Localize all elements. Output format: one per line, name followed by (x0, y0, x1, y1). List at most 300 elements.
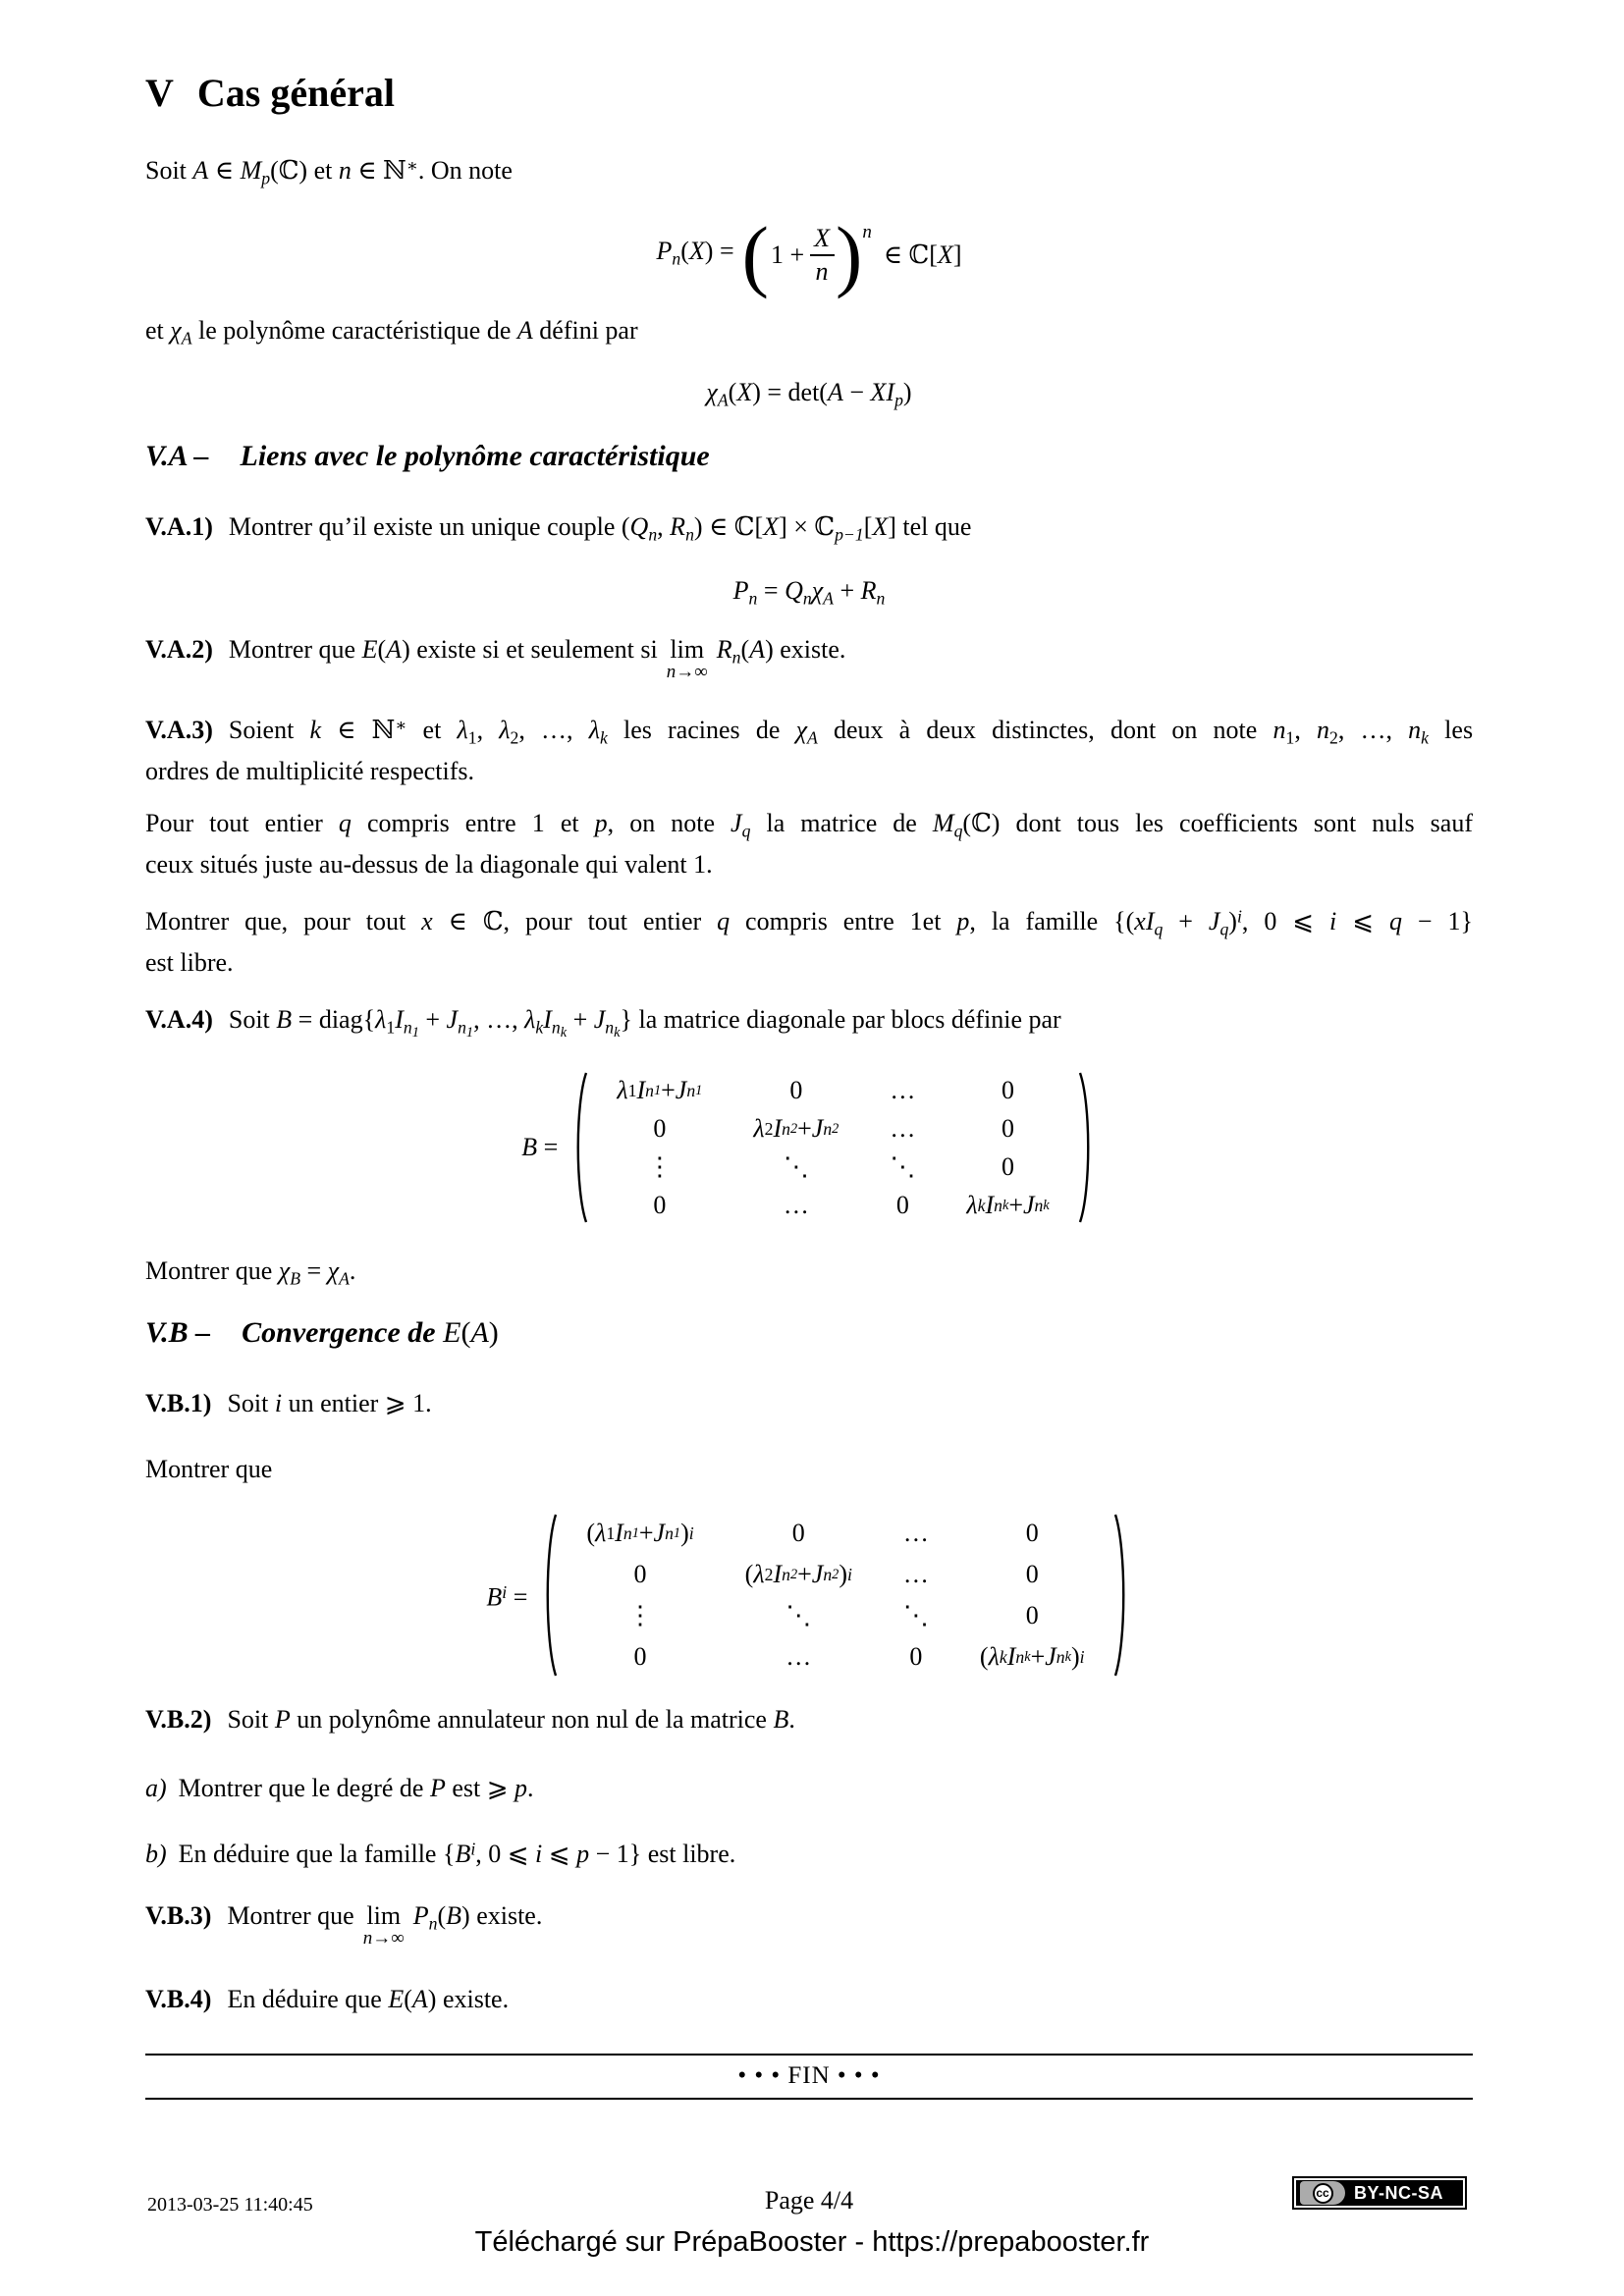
text-run: ∈ ℕ (321, 716, 396, 745)
text-run: M (240, 156, 262, 186)
text-run: n (338, 156, 352, 186)
text-run: i (688, 1523, 694, 1543)
text-run: n (802, 588, 812, 609)
text-run: 0 (1025, 1601, 1039, 1629)
text-run: χ (278, 1256, 291, 1285)
text-run: + (797, 1113, 812, 1143)
text-run: ( (404, 1985, 412, 2013)
matrix-cell (758, 1148, 835, 1186)
lim-word: lim (366, 1901, 402, 1930)
text-run: , …, (1337, 716, 1409, 745)
text-run: 2 (832, 1120, 839, 1137)
text-run: A (181, 328, 192, 348)
text-run: , (657, 512, 671, 541)
text-run: un polynôme annulateur non nul de la matrice (290, 1705, 774, 1734)
matrix-cell (728, 1109, 864, 1148)
text-run: les (1429, 716, 1474, 745)
text-run: E (388, 1985, 405, 2013)
text-run: ∗ (395, 716, 407, 735)
subsection-title-text (241, 440, 710, 472)
footer-datetime: 2013-03-25 11:40:45 (147, 2194, 313, 2216)
text-run: un entier ⩾ 1. (282, 1389, 432, 1417)
text-run: 1 (695, 1082, 703, 1098)
text-run: Montrer que (228, 635, 362, 664)
text-run: et (145, 316, 171, 345)
text-run: ) = det( (752, 378, 828, 406)
text-run: J (675, 1075, 687, 1104)
text-run: ( (377, 635, 387, 664)
text-run: A (516, 316, 533, 345)
question-label: V.B.3) (145, 1901, 212, 1930)
formula-pnq-text (732, 576, 886, 609)
text-run: ( (437, 1901, 447, 1930)
text-run: A (470, 1316, 489, 1349)
paragraph-text (145, 1455, 272, 1483)
lim-word: lim (670, 635, 705, 664)
matrix-cell (976, 1148, 1040, 1186)
text-run: k (600, 728, 608, 749)
matrix-cell (622, 1148, 698, 1186)
text-run: p (594, 809, 608, 837)
text-run: 0 (789, 1075, 803, 1104)
text-run: k (999, 1647, 1007, 1667)
text-run: n (782, 1118, 790, 1139)
text-run: χ (795, 716, 808, 745)
question-label: V.B.2) (145, 1705, 212, 1734)
text-run: i (535, 1840, 543, 1869)
text-run: Soient (228, 716, 310, 745)
text-run: = (537, 1133, 559, 1161)
text-run: n (994, 1195, 1002, 1215)
text-run: k (977, 1195, 986, 1215)
text-run: λ (595, 1519, 607, 1547)
text-run: 1 (627, 1080, 637, 1100)
text-run: q (338, 809, 352, 837)
text-run: 1 (606, 1523, 616, 1543)
item-text (179, 1774, 534, 1802)
matrix-cell (591, 1071, 728, 1109)
text-run: n (1316, 716, 1329, 745)
text-run: 0 (895, 1190, 909, 1219)
matrix-cell (954, 1636, 1110, 1678)
text-run: … (783, 1190, 809, 1219)
text-run: 2 (764, 1565, 774, 1584)
item-a (145, 1772, 1473, 1805)
display-formula-chi (145, 376, 1473, 417)
text-run: n (731, 647, 741, 667)
text-run: X (872, 512, 889, 541)
text-run: … (890, 1075, 916, 1104)
section-number: V (145, 71, 174, 115)
text-run: J (593, 1005, 606, 1034)
matrix-grid (561, 1513, 1110, 1678)
text-run: 0 (1025, 1560, 1039, 1588)
question-text-after (716, 635, 846, 667)
text-run: … (890, 1113, 916, 1143)
text-run: ( (586, 1519, 596, 1547)
fraction-denominator: n (810, 254, 835, 287)
matrix-cell (1001, 1554, 1064, 1595)
question-label: V.B.4) (145, 1985, 212, 2013)
paragraph-text-2 (145, 948, 234, 977)
matrix-cell (609, 1636, 673, 1678)
matrix-cell (976, 1071, 1040, 1109)
text-run: 0 (1001, 1113, 1015, 1143)
text-run: + (638, 1519, 654, 1547)
matrix-lhs (521, 1131, 558, 1164)
text-run: 1 (467, 728, 477, 749)
text-run: (ℂ) et (270, 156, 339, 186)
text-run: n (823, 1565, 833, 1584)
matrix-cell (767, 1513, 831, 1554)
text-run: 0 (633, 1560, 647, 1588)
text-run: ⋱ (785, 1601, 812, 1629)
text-run: ⋱ (902, 1601, 929, 1629)
text-run: la matrice de (750, 809, 933, 837)
text-run: ] tel que (888, 512, 972, 541)
formula-membership (884, 239, 962, 272)
cc-license-text: BY-NC-SA (1354, 2182, 1444, 2203)
text-run: P (732, 576, 749, 605)
cc-license-badge[interactable] (1292, 2176, 1467, 2210)
text-run: ⋮ (646, 1151, 673, 1181)
text-run: i (502, 1582, 508, 1603)
formula-lhs (657, 235, 734, 276)
text-run: Montrer que (145, 1256, 279, 1285)
text-run: I (615, 1519, 623, 1547)
question-vb2 (145, 1703, 1473, 1736)
text-run: 1 (653, 1082, 662, 1098)
text-run: ) (1228, 907, 1237, 936)
text-run: n (403, 1017, 412, 1038)
text-run: n (665, 1523, 674, 1543)
text-run: k (614, 1024, 621, 1041)
text-run: , …, (473, 1005, 525, 1034)
text-run: B (486, 1582, 503, 1612)
text-run: λ (457, 716, 468, 745)
text-run: ⋱ (890, 1151, 916, 1181)
text-run: n (458, 1017, 466, 1038)
open-paren: ( (741, 210, 769, 299)
text-run: 1 + (770, 240, 805, 269)
text-run: ∗ (406, 156, 418, 176)
lim-subscript (667, 663, 708, 682)
text-run: k (535, 1017, 544, 1038)
matrix-close-paren (1076, 1070, 1096, 1225)
text-run: En déduire que la famille { (178, 1840, 456, 1869)
text-run: 0 (1025, 1519, 1039, 1547)
text-run: défini par (532, 316, 638, 345)
question-label: V.B.1) (145, 1389, 212, 1417)
question-text (228, 716, 1474, 749)
question-va4 (145, 1003, 1473, 1049)
text-run: ( (680, 237, 689, 266)
cc-logo-icon: cc (1313, 2183, 1333, 2204)
intro-paragraph-1 (145, 149, 1473, 195)
section-title (145, 71, 1473, 116)
text-run: − 1} (1401, 907, 1473, 936)
text-run: J (446, 1005, 459, 1034)
text-run: J (811, 1113, 824, 1143)
text-run: ordres de multiplicité respectifs. (145, 757, 475, 786)
question-label: V.A.3) (145, 716, 213, 745)
text-run: ⋱ (783, 1151, 809, 1181)
matrix-cell (884, 1636, 947, 1678)
text-run: n (1056, 1647, 1065, 1667)
text-run: Montrer que le degré de (178, 1774, 430, 1802)
text-run: + (1030, 1642, 1046, 1671)
text-run: R (860, 576, 877, 605)
text-run: B (290, 1268, 300, 1289)
text-run: λ (499, 716, 511, 745)
text-run: } la matrice diagonale par blocs définie par (620, 1005, 1061, 1034)
text-run: est libre. (145, 948, 234, 978)
text-run: n (623, 1523, 632, 1543)
text-run: , la famille {( (969, 907, 1135, 936)
intro-text-1 (145, 156, 513, 189)
fraction-numerator: X (814, 224, 830, 253)
cc-logo-plate (1300, 2181, 1345, 2205)
text-run: = diag{ (292, 1005, 376, 1034)
text-run: B (455, 1840, 471, 1869)
text-run: M (932, 809, 954, 837)
text-run: 2 (832, 1567, 839, 1582)
intro-paragraph-2 (145, 314, 1473, 355)
text-run: + (567, 1005, 594, 1034)
matrix-cell (864, 1148, 941, 1186)
text-run: A (807, 728, 818, 749)
text-run: Convergence de (242, 1316, 444, 1349)
text-run: n (748, 588, 758, 609)
subsection-title-text (242, 1316, 499, 1349)
question-text (227, 1705, 794, 1734)
text-run: q (717, 907, 731, 936)
question-vb1 (145, 1387, 1473, 1420)
text-run: ( (460, 1316, 471, 1349)
subsection-number: V.A – (145, 440, 209, 472)
text-run: A (749, 635, 766, 664)
lim-subscript (363, 1929, 405, 1949)
text-run: Montrer qu’il existe un unique couple ( (228, 512, 630, 541)
text-run: B (446, 1901, 462, 1930)
text-run: k (1024, 1649, 1031, 1665)
question-text (227, 1901, 353, 1930)
text-run: 0 (791, 1519, 805, 1547)
text-run: P (412, 1901, 429, 1930)
matrix-open-paren (540, 1512, 560, 1679)
text-run: Pour tout entier (145, 809, 339, 837)
text-run: 1 (1285, 728, 1295, 749)
matrix-cell (864, 1109, 941, 1148)
text-run: ) (488, 1316, 499, 1349)
question-va3 (145, 709, 1473, 788)
matrix-cell (760, 1636, 837, 1678)
text-run: = (507, 1582, 528, 1612)
text-run: ) ∈ ℂ[ (693, 512, 764, 541)
paragraph-text (145, 907, 1473, 940)
text-run: p (956, 907, 970, 936)
text-run: P (274, 1705, 291, 1734)
text-run: + (661, 1075, 676, 1104)
text-run: i (274, 1389, 283, 1417)
text-run: A (827, 378, 843, 406)
text-run: I (773, 1560, 783, 1588)
matrix-cell (878, 1513, 954, 1554)
text-run: J (653, 1519, 666, 1547)
text-run: , …, (518, 716, 589, 745)
paragraph-line-1 (145, 807, 1473, 848)
question-line-1 (145, 709, 1473, 755)
text-run: I (395, 1005, 404, 1034)
text-run: 2 (789, 1120, 798, 1137)
display-formula-pnq (145, 574, 1473, 615)
text-run: 0 (909, 1642, 923, 1671)
text-run: En déduire que (227, 1985, 389, 2013)
limit-operator (363, 1902, 405, 1949)
text-run: χ (811, 576, 824, 605)
text-run: + (833, 576, 861, 605)
text-run: J (811, 1560, 824, 1588)
text-run: E (361, 635, 378, 664)
text-run: →∞ (676, 662, 708, 683)
question-text (229, 635, 658, 664)
matrix-cell (764, 1071, 828, 1109)
text-run: ∈ ℂ, pour tout entier (432, 907, 718, 936)
question-text (228, 512, 972, 545)
text-run: ) (680, 1519, 689, 1547)
paragraph-famille-libre (145, 900, 1473, 980)
paragraph-text (145, 809, 1473, 841)
exponent: n (862, 222, 872, 242)
text-run: q (741, 821, 751, 841)
text-run: − (842, 378, 871, 406)
question-text (227, 1389, 431, 1417)
limit-operator (667, 636, 708, 682)
matrix-cell (720, 1554, 878, 1595)
text-run: + (797, 1560, 812, 1588)
text-run: Soit (145, 156, 193, 186)
intro-text-2 (145, 316, 638, 348)
question-va2 (145, 633, 1473, 682)
text-run: q (1154, 920, 1164, 940)
matrix-close-paren (1111, 1512, 1131, 1679)
text-run: k (309, 716, 322, 745)
text-run: , (476, 716, 500, 745)
text-run: X (763, 512, 780, 541)
matrix-cell (609, 1554, 673, 1595)
footer-page-number: Page 4/4 (764, 2186, 854, 2215)
text-run: k (1064, 1649, 1071, 1665)
matrix-cell (1001, 1595, 1064, 1636)
text-run: i (1236, 907, 1242, 927)
paragraph-line-2 (145, 946, 1473, 980)
text-run: 1 (386, 1017, 396, 1038)
text-run: λ (753, 1560, 765, 1588)
text-run: λ (966, 1190, 978, 1219)
text-run: Soit (228, 1005, 277, 1034)
matrix-cell (864, 1071, 941, 1109)
text-run: − 1} est libre. (589, 1840, 736, 1869)
text-run: + (418, 1005, 447, 1034)
text-run: , 0 ⩽ (475, 1840, 536, 1869)
text-run: X (870, 378, 887, 406)
text-run: n (876, 588, 886, 609)
formula-inner (771, 239, 804, 272)
text-run: X (937, 240, 953, 269)
text-run: n (1015, 1647, 1025, 1667)
subsection-va-heading (145, 439, 1473, 474)
text-run: ( (979, 1642, 989, 1671)
text-run: χ (170, 316, 182, 345)
download-attribution-link[interactable]: Téléchargé sur PrépaBooster - https://prepabooster.fr (474, 2226, 1150, 2258)
text-run: ( (740, 635, 750, 664)
text-run: I (1006, 1642, 1016, 1671)
text-run: A (717, 390, 729, 410)
paragraph-line-1 (145, 900, 1473, 946)
matrix-cell (758, 1186, 835, 1224)
text-run: 0 (653, 1190, 667, 1219)
text-run: . (788, 1705, 795, 1734)
text-run: ceux situés juste au-dessus de la diagonale qui valent 1. (145, 849, 713, 879)
paragraph-jq (145, 807, 1473, 881)
text-run: … (785, 1642, 812, 1671)
text-run: n (666, 662, 677, 683)
text-run: n (1272, 716, 1286, 745)
matrix-b-equation (145, 1070, 1473, 1225)
text-run: Q (785, 576, 803, 605)
text-run: B (276, 1005, 293, 1034)
text-run: 1 (631, 1525, 639, 1541)
text-run: q (1219, 920, 1229, 940)
formula-chi-text (706, 378, 912, 410)
display-formula-pn (145, 208, 1473, 302)
matrix-lhs (486, 1575, 527, 1614)
item-text (179, 1840, 736, 1868)
text-run: 1 (465, 1024, 474, 1041)
text-run: Soit (227, 1389, 275, 1417)
item-label: b) (145, 1840, 167, 1869)
text-run: , on note (607, 809, 731, 837)
text-run: ∈ ℕ (351, 156, 406, 186)
text-run: Q (629, 512, 649, 541)
text-run: ) existe. (765, 635, 846, 664)
text-run: 0 (1001, 1075, 1015, 1104)
text-run: k (1001, 1197, 1009, 1213)
text-run: 1 (673, 1525, 681, 1541)
text-run: X (688, 237, 705, 266)
text-run: A (192, 156, 209, 186)
text-run: n (823, 1118, 833, 1139)
text-run: P (656, 237, 673, 266)
text-run: n (551, 1017, 561, 1038)
close-paren: ) (836, 210, 863, 299)
text-run: ] × ℂ (779, 512, 836, 541)
text-run: λ (988, 1642, 1000, 1671)
text-run: ⩽ (542, 1840, 577, 1869)
text-run: ( (728, 378, 737, 406)
text-run: le polynôme caractéristique de (191, 316, 517, 345)
text-run: ) existe. (427, 1985, 510, 2013)
fin-text: • • • FIN • • • (737, 2062, 881, 2089)
text-run: deux à deux distinctes, dont on note (817, 716, 1273, 745)
text-run: λ (588, 716, 600, 745)
text-run: n (648, 524, 658, 545)
text-run: x (421, 907, 433, 936)
text-run: = (757, 576, 785, 605)
text-run: compris entre 1 et (351, 809, 595, 837)
text-run: i (847, 1565, 852, 1584)
question-vb3 (145, 1899, 1473, 1949)
